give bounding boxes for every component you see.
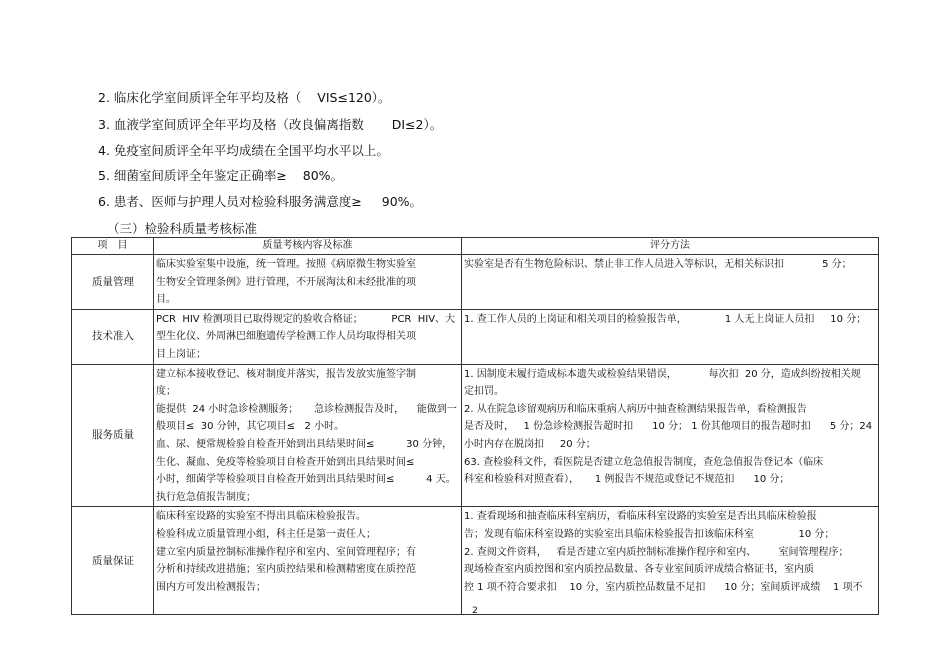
row-standard-line: 般项目≤ 30 分钟，其它项目≤ 2 小时。 [156, 421, 345, 433]
row-standard-line: 型生化仪、外周淋巴细胞遗传学检测工作人员均取得相关项 [156, 331, 416, 343]
row-scoring-line: 定扣罚。 [464, 386, 504, 398]
row-scoring-line: 小时内存在脱岗扣 20 分； [464, 438, 596, 450]
table-row [72, 255, 879, 310]
row-standard-line: 目上岗证； [156, 348, 206, 360]
row-scoring-line: 1. 查看现场和抽查临床科室病历，看临床科室设路的实验室是否出具临床检验报 [464, 511, 817, 523]
quality-target-item: 4. 免疫室间质评全年平均成绩在全国平均水平以上。 [98, 143, 389, 158]
row-standard-line: 度； [156, 386, 176, 398]
row-standard-line: 分析和持续改进措施；室内质控结果和检测精密度在质控范 [156, 564, 416, 576]
quality-target-item: 2. 临床化学室间质评全年平均及格（ VIS≤120）。 [98, 90, 391, 105]
row-item-label: 质量管理 [72, 255, 154, 310]
quality-standard-table [71, 237, 879, 615]
row-item-label: 质量保证 [72, 507, 154, 615]
row-standard-line: 生物安全管理条例》进行管理，不开展淘汰和未经批准的项 [156, 276, 416, 288]
row-standard-line: 建立标本接收登记、核对制度并落实，报告发放实施签字制 [156, 368, 416, 380]
table-row [72, 507, 879, 615]
row-item-label: 技术准入 [72, 309, 154, 364]
row-scoring-line: 1. 因制度未履行造成标本遗失或检验结果错误， 每次扣 20 分，造成纠纷按相关规 [464, 368, 861, 380]
row-standard-line: 小时，细菌学等检验项目自检查开始到出具结果时间≤ 4 天。 [156, 474, 456, 486]
row-standard-cell [154, 255, 462, 310]
row-standard-line: PCR HIV 检测项目已取得规定的验收合格证； PCR HIV、大 [156, 313, 456, 325]
quality-target-item: 6. 患者、医师与护理人员对检验科服务满意度≥ 90%。 [98, 194, 423, 209]
quality-target-item: 5. 细菌室间质评全年鉴定正确率≥ 80%。 [98, 168, 344, 183]
row-scoring-line: 告；发现有临床科室设路的实验室出具临床检验报告扣该临床科室 10 分； [464, 528, 835, 540]
row-scoring-line: 1. 查工作人员的上岗证和相关项目的检验报告单， 1 人无上岗证人员扣 10 分； [464, 313, 867, 325]
page-number: 2 [472, 606, 478, 616]
row-scoring-line: 是否及时， 1 份急诊检测报告超时扣 10 分； 1 份其他项目的报告超时扣 5 分；24 [464, 421, 873, 433]
table-row [72, 364, 879, 507]
row-item-label: 服务质量 [72, 364, 154, 507]
row-standard-line: 能提供 24 小时急诊检测服务； 急诊检测报告及时， 能做到一 [156, 403, 457, 415]
row-scoring-line: 实验室是否有生物危险标识、禁止非工作人员进入等标识，无相关标识扣 5 分； [464, 259, 852, 270]
row-standard-line: 检验科成立质量管理小组，科主任是第一责任人； [156, 528, 376, 540]
row-scoring-cell [462, 507, 879, 615]
row-scoring-cell [462, 255, 879, 310]
row-standard-line: 临床科室设路的实验室不得出具临床检验报告。 [156, 511, 366, 523]
row-standard-line: 临床实验室集中设施，统一管理。按照《病原微生物实验室 [156, 259, 416, 270]
header-standard: 质量考核内容及标准 [154, 238, 462, 255]
header-item: 项 目 [72, 238, 154, 255]
row-standard-line: 目。 [156, 294, 176, 306]
row-scoring-line: 现场检查室内质控图和室内质控品数量、各专业室间质评成绩合格证书，室内质 [464, 564, 814, 576]
row-standard-cell [154, 507, 462, 615]
row-standard-cell [154, 309, 462, 364]
row-scoring-line: 控 1 项不符合要求扣 10 分，室内质控品数量不足扣 10 分；室间质评成绩 1 项不 [464, 581, 863, 593]
row-standard-cell [154, 364, 462, 507]
row-standard-line: 血、尿、便常规检验自检查开始到出具结果时间≤ 30 分钟， [156, 438, 453, 450]
row-scoring-line: 科室和检验科对照查看）， 1 例报告不规范或登记不规范扣 10 分； [464, 474, 790, 486]
row-standard-line: 执行危急值报告制度； [156, 491, 256, 503]
table-row [72, 309, 879, 364]
row-standard-line: 围内方可发出检测报告； [156, 581, 266, 593]
quality-target-item: 3. 血液学室间质评全年平均及格（改良偏离指数 DI≤2）。 [98, 117, 443, 132]
row-scoring-cell [462, 364, 879, 507]
header-scoring: 评分方法 [462, 238, 879, 255]
row-standard-line: 建立室内质量控制标准操作程序和室内、室间管理程序；有 [156, 546, 416, 558]
section-title: （三）检验科质量考核标准 [107, 221, 258, 236]
row-standard-line: 生化、凝血、免疫等检验项目自检查开始到出具结果时间≤ [156, 456, 415, 468]
row-scoring-line: 2. 从在院急诊留观病历和临床重病人病历中抽查检测结果报告单，看检测报告 [464, 403, 807, 415]
table-header-row [72, 238, 879, 255]
row-scoring-cell [462, 309, 879, 364]
row-scoring-line: 2. 查阅文件资料， 看是否建立室内质控制标准操作程序和室内、 室间管理程序； [464, 546, 849, 558]
row-scoring-line: 63. 查检验科文件，看医院是否建立危急值报告制度，查危急值报告登记本（临床 [464, 456, 824, 468]
